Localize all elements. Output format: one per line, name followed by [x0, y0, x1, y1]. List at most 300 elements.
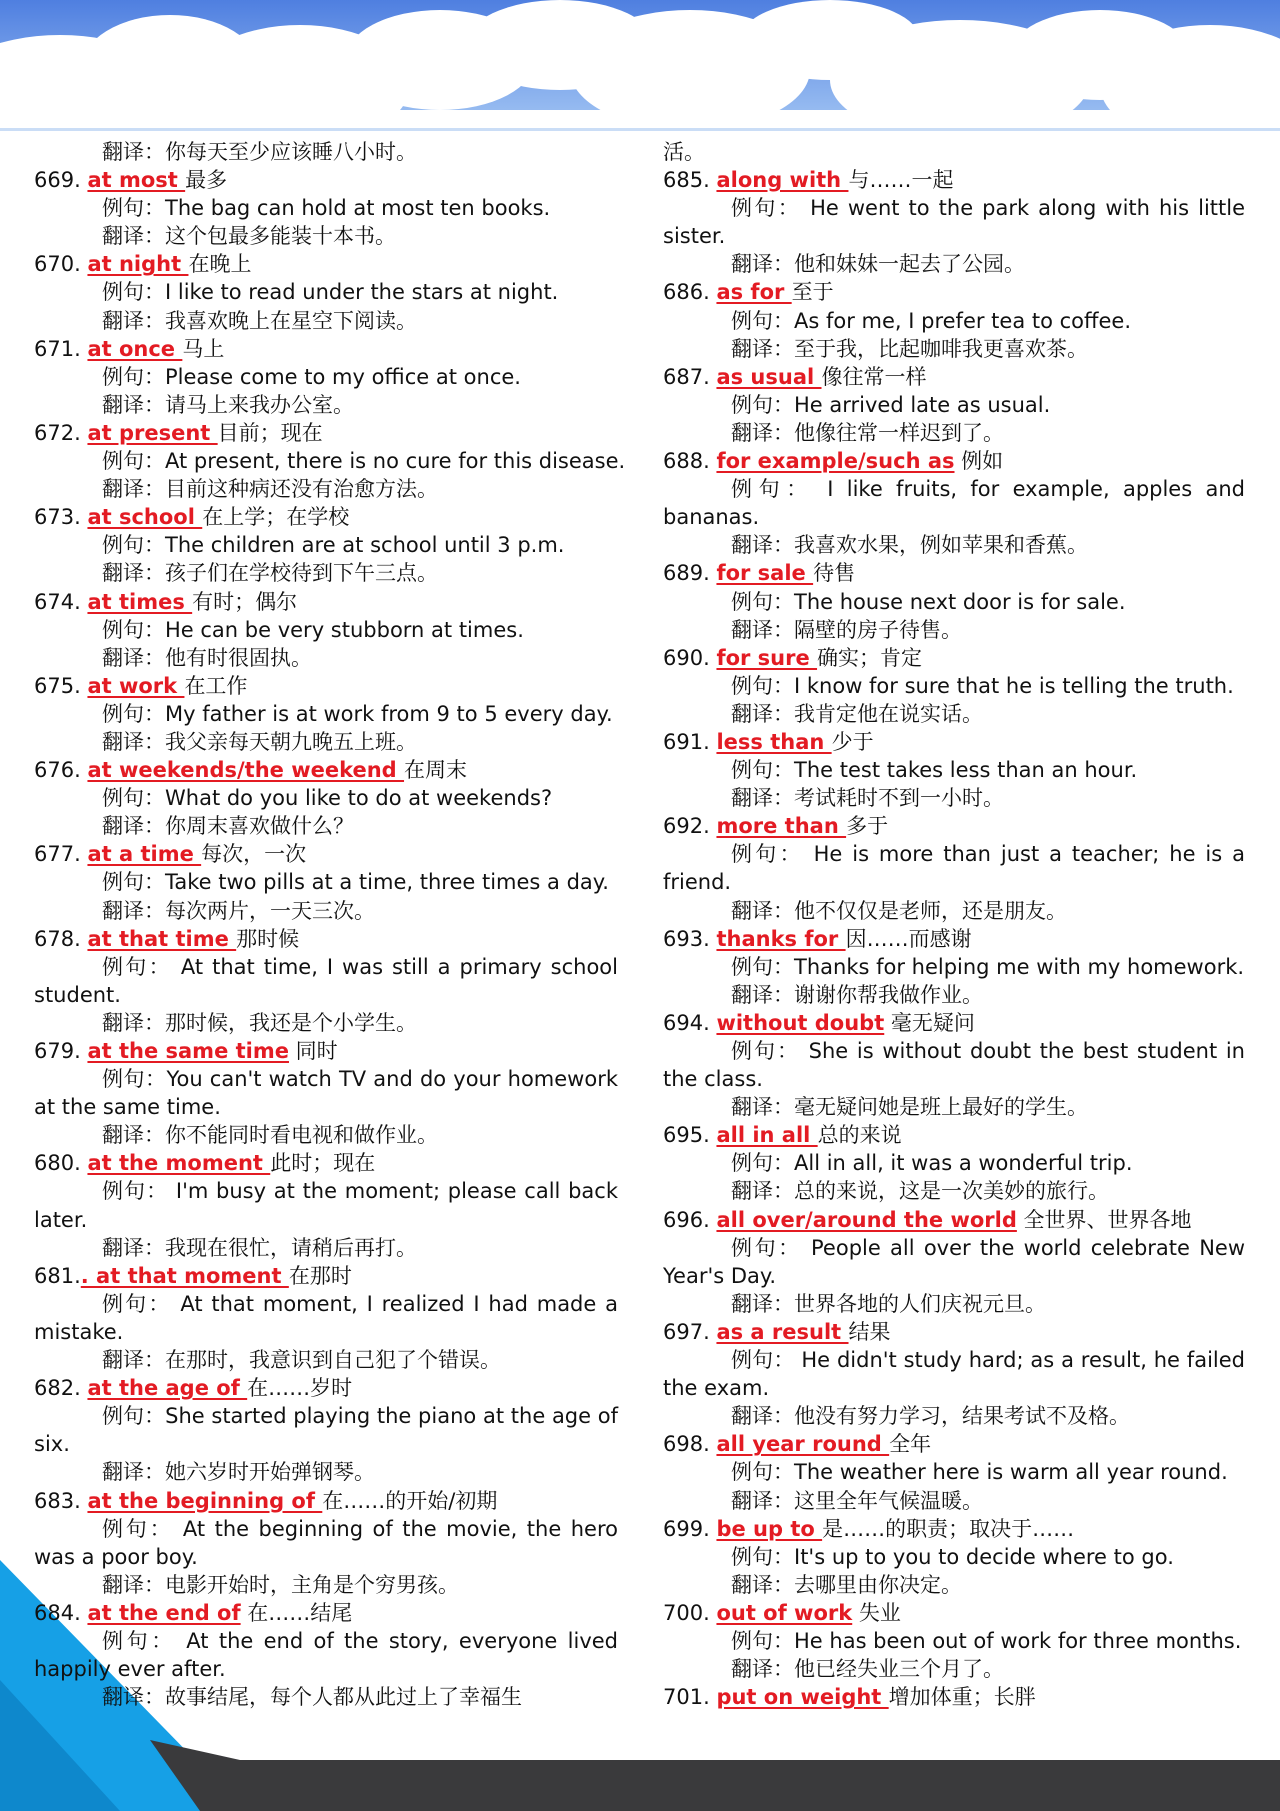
- example-label: 例句：: [731, 1460, 794, 1485]
- translation-line: [34, 391, 618, 419]
- example-label: 例句：: [731, 196, 802, 221]
- entry-number: 687.: [663, 364, 710, 389]
- phrase-meaning: 失业: [852, 1600, 901, 1625]
- example-label: 例句：: [102, 196, 165, 221]
- phrase-meaning: 全年: [889, 1432, 932, 1457]
- phrase-term: at the moment: [87, 1151, 271, 1176]
- phrase-meaning: 像往常一样: [821, 364, 927, 389]
- translation-label: 翻译：: [731, 701, 794, 726]
- example-label: 例句：: [102, 870, 165, 895]
- entry-number: 671.: [34, 336, 81, 361]
- example-label: 例句：: [102, 1067, 167, 1092]
- translation-label: 翻译：: [102, 1685, 165, 1710]
- phrase-term: less than: [716, 729, 832, 754]
- example-text: Thanks for helping me with my homework.: [794, 954, 1245, 979]
- entry-693: [663, 925, 1245, 953]
- phrase-meaning: 此时；现在: [270, 1151, 376, 1176]
- entry-number: 684.: [34, 1600, 81, 1625]
- example-text: He can be very stubborn at times.: [165, 617, 524, 642]
- entry-684: [34, 1599, 618, 1627]
- example-text: He has been out of work for three months.: [794, 1628, 1242, 1653]
- translation-label: 翻译：: [731, 982, 794, 1007]
- translation-text: 去哪里由你决定。: [794, 1572, 962, 1597]
- translation-label: 翻译：: [731, 1095, 794, 1120]
- example-label: 例句：: [731, 1348, 795, 1373]
- translation-line: [663, 419, 1245, 447]
- translation-label: 翻译：: [731, 1488, 794, 1513]
- phrase-term: as a result: [716, 1319, 849, 1344]
- translation-label: 翻译：: [102, 140, 165, 164]
- phrase-term: at that time: [87, 926, 237, 951]
- phrase-term: out of work: [716, 1600, 853, 1625]
- example-text: He didn't study hard; as a result, he failed: [801, 1348, 1245, 1373]
- example-text: I like to read under the stars at night.: [165, 280, 559, 305]
- translation-label: 翻译：: [102, 814, 165, 839]
- translation-text: 你每天至少应该睡八小时。: [165, 140, 417, 164]
- phrase-meaning: 每次，一次: [201, 842, 307, 867]
- translation-text: 考试耗时不到一小时。: [794, 786, 1004, 811]
- example-text: People all over the world celebrate New: [811, 1235, 1245, 1260]
- entry-697: [663, 1318, 1245, 1346]
- translation-line: [663, 250, 1245, 278]
- translation-text: 他像往常一样迟到了。: [794, 420, 1004, 445]
- example-text: She is without doubt the best student in: [808, 1039, 1245, 1063]
- phrase-meaning: 总的来说: [817, 1123, 902, 1148]
- translation-label: 翻译：: [731, 1179, 794, 1204]
- translation-label: 翻译：: [102, 561, 165, 586]
- example-text: The house next door is for sale.: [794, 589, 1126, 614]
- translation-text: 他没有努力学习，结果考试不及格。: [794, 1404, 1130, 1429]
- translation-text: 她六岁时开始弹钢琴。: [165, 1460, 375, 1485]
- entry-number: 697.: [663, 1319, 710, 1344]
- example-line: [34, 616, 618, 644]
- example-line: [34, 700, 618, 728]
- phrase-term: at weekends/the weekend: [87, 758, 405, 783]
- translation-line: [34, 1346, 618, 1374]
- example-line: [34, 1515, 618, 1543]
- translation-label: 翻译：: [731, 1572, 794, 1597]
- example-text: As for me, I prefer tea to coffee.: [794, 308, 1132, 333]
- example-label: 例句：: [731, 308, 794, 333]
- entry-699: [663, 1515, 1245, 1543]
- translation-label: 翻译：: [102, 898, 165, 923]
- phrase-meaning: 少于: [831, 729, 874, 754]
- entry-698: [663, 1430, 1245, 1458]
- phrase-meaning: 马上: [182, 336, 225, 361]
- example-line: [34, 1290, 618, 1318]
- entry-673: [34, 503, 618, 531]
- phrase-term: for example/such as: [716, 449, 955, 474]
- entry-number: 699.: [663, 1516, 710, 1541]
- translation-label: 翻译：: [102, 308, 165, 333]
- example-text: I'm busy at the moment; please call back: [175, 1179, 619, 1204]
- example-text: It's up to you to decide where to go.: [794, 1544, 1174, 1569]
- example-line: [663, 1037, 1245, 1065]
- example-label: 例句：: [102, 364, 165, 389]
- example-text: At present, there is no cure for this disease.: [165, 449, 626, 474]
- example-label: 例句：: [731, 673, 794, 698]
- entry-number: 688.: [663, 449, 710, 474]
- example-label: 例句：: [102, 701, 165, 726]
- entry-696: [663, 1206, 1245, 1234]
- phrase-meaning: 同时: [288, 1039, 338, 1063]
- entry-number: 694.: [663, 1010, 710, 1035]
- example-line: [34, 868, 618, 896]
- translation-line: [34, 812, 618, 840]
- entry-678: [34, 925, 618, 953]
- phrase-term: for sale: [716, 561, 814, 586]
- entry-674: [34, 588, 618, 616]
- entry-671: [34, 335, 618, 363]
- example-text: What do you like to do at weekends?: [165, 786, 553, 811]
- example-line: [34, 1627, 618, 1655]
- entry-number: 683.: [34, 1488, 81, 1513]
- example-label: 例句：: [731, 1151, 794, 1176]
- phrase-meaning: 因……而感谢: [845, 926, 972, 951]
- translation-line: [34, 1458, 618, 1486]
- entry-677: [34, 840, 618, 868]
- translation-text: 我喜欢水果，例如苹果和香蕉。: [794, 533, 1088, 558]
- translation-text: 你不能同时看电视和做作业。: [165, 1123, 438, 1148]
- example-line: [34, 278, 618, 306]
- entry-number: 675.: [34, 673, 81, 698]
- phrase-term: . at that moment: [80, 1263, 289, 1288]
- entry-680: [34, 1149, 618, 1177]
- phrase-term: as usual: [716, 364, 822, 389]
- phrase-term: along with: [716, 168, 849, 193]
- translation-text: 他和妹妹一起去了公园。: [794, 252, 1025, 277]
- phrase-term: at times: [87, 589, 193, 614]
- translation-text: 那时候，我还是个小学生。: [165, 1010, 417, 1035]
- example-line: [34, 531, 618, 559]
- entry-695: [663, 1121, 1245, 1149]
- translation-line: [663, 1487, 1245, 1515]
- phrase-term: at most: [87, 168, 186, 193]
- phrase-meaning: 是……的职责；取决于……: [822, 1516, 1075, 1541]
- translation-continuation: 活。: [663, 140, 705, 164]
- phrase-meaning: 在上学；在学校: [202, 505, 350, 530]
- example-line: [663, 953, 1245, 981]
- example-line: [663, 588, 1245, 616]
- example-text: The bag can hold at most ten books.: [165, 196, 551, 221]
- translation-line: [663, 1177, 1245, 1205]
- translation-line: [34, 222, 618, 250]
- translation-label: 翻译：: [731, 617, 794, 642]
- example-label: 例句：: [731, 842, 804, 867]
- phrase-term: at the end of: [87, 1600, 241, 1625]
- entry-number: 674.: [34, 589, 81, 614]
- translation-label: 翻译：: [102, 729, 165, 754]
- example-text: I like fruits, for example, apples and: [827, 477, 1245, 502]
- phrase-term: thanks for: [716, 926, 846, 951]
- phrase-term: put on weight: [716, 1685, 889, 1710]
- example-label: 例句：: [731, 1544, 794, 1569]
- entry-681: [34, 1262, 618, 1290]
- entry-number: 673.: [34, 505, 81, 530]
- translation-line: [663, 1290, 1245, 1318]
- example-continuation: friend.: [663, 870, 732, 895]
- entry-number: 693.: [663, 926, 710, 951]
- example-label: 例句：: [731, 1039, 800, 1063]
- translation-line: [34, 1121, 618, 1149]
- entry-number: 695.: [663, 1123, 710, 1148]
- example-text: The children are at school until 3 p.m.: [165, 533, 565, 558]
- translation-text: 目前这种病还没有治愈方法。: [165, 477, 438, 502]
- translation-line: [34, 307, 618, 335]
- translation-line: [34, 138, 618, 166]
- translation-label: 翻译：: [731, 252, 794, 277]
- translation-text: 这个包最多能装十本书。: [165, 224, 396, 249]
- translation-text: 我肯定他在说实话。: [794, 701, 983, 726]
- entry-number: 676.: [34, 758, 81, 783]
- translation-line: [34, 897, 618, 925]
- example-label: 例句：: [102, 1179, 169, 1204]
- example-continuation: the exam.: [663, 1376, 770, 1401]
- example-label: 例句：: [102, 280, 165, 305]
- example-continuation: sister.: [663, 224, 726, 249]
- translation-text: 我喜欢晚上在星空下阅读。: [165, 308, 417, 333]
- phrase-term: at a time: [87, 842, 202, 867]
- translation-line: [34, 1683, 618, 1711]
- translation-label: 翻译：: [102, 645, 165, 670]
- phrase-meaning: 在那时: [288, 1263, 352, 1288]
- entry-690: [663, 644, 1245, 672]
- entry-number: 698.: [663, 1432, 710, 1457]
- entry-number: 679.: [34, 1039, 81, 1063]
- example-line: [663, 1234, 1245, 1262]
- phrase-term: without doubt: [716, 1010, 885, 1035]
- example-label: 例句：: [102, 786, 165, 811]
- phrase-meaning: 增加体重；长胖: [888, 1685, 1036, 1710]
- translation-line: [663, 1655, 1245, 1683]
- phrase-meaning: 全世界、世界各地: [1016, 1207, 1192, 1232]
- example-text: The test takes less than an hour.: [794, 758, 1138, 783]
- example-line: [663, 756, 1245, 784]
- example-text: All in all, it was a wonderful trip.: [794, 1151, 1133, 1176]
- example-line: [34, 953, 618, 981]
- example-text: He arrived late as usual.: [794, 392, 1051, 417]
- entry-number: 696.: [663, 1207, 710, 1232]
- translation-line: [34, 644, 618, 672]
- phrase-term: for sure: [716, 645, 818, 670]
- phrase-meaning: 在……结尾: [240, 1600, 353, 1625]
- phrase-term: at night: [87, 252, 189, 277]
- example-label: 例句：: [731, 477, 814, 502]
- example-line: [34, 194, 618, 222]
- example-label: 例句：: [102, 1404, 166, 1429]
- example-label: 例句：: [731, 392, 794, 417]
- example-continuation: student.: [34, 982, 121, 1007]
- translation-line: [663, 531, 1245, 559]
- entry-676: [34, 756, 618, 784]
- translation-line: [663, 1402, 1245, 1430]
- translation-text: 我父亲每天朝九晚五上班。: [165, 729, 417, 754]
- translation-label: 翻译：: [102, 1235, 165, 1260]
- entry-688: [663, 447, 1245, 475]
- translation-line: [34, 1234, 618, 1262]
- translation-text: 至于我，比起咖啡我更喜欢茶。: [794, 336, 1088, 361]
- example-text: At that time, I was still a primary school: [180, 954, 618, 979]
- phrase-term: at the beginning of: [87, 1488, 323, 1513]
- translation-label: 翻译：: [102, 1460, 165, 1485]
- entry-692: [663, 812, 1245, 840]
- example-line: [34, 784, 618, 812]
- translation-text: 毫无疑问她是班上最好的学生。: [794, 1095, 1088, 1120]
- example-text: Please come to my office at once.: [165, 364, 521, 389]
- example-label: 例句：: [102, 449, 165, 474]
- translation-text: 电影开始时，主角是个穷男孩。: [165, 1572, 459, 1597]
- entry-number: 689.: [663, 561, 710, 586]
- entry-701: [663, 1683, 1245, 1711]
- translation-label: 翻译：: [731, 533, 794, 558]
- translation-line: [663, 1093, 1245, 1121]
- entry-number: 691.: [663, 729, 710, 754]
- phrase-term: as for: [716, 280, 792, 305]
- example-text: She started playing the piano at the age of: [165, 1404, 619, 1429]
- entry-number: 682.: [34, 1376, 81, 1401]
- translation-label: 翻译：: [102, 1123, 165, 1148]
- phrase-meaning: 在……的开始/初期: [322, 1488, 498, 1513]
- translation-text: 故事结尾，每个人都从此过上了幸福生: [165, 1685, 522, 1710]
- phrase-term: more than: [716, 814, 847, 839]
- translation-text: 隔壁的房子待售。: [794, 617, 962, 642]
- translation-label: 翻译：: [102, 1010, 165, 1035]
- entry-675: [34, 672, 618, 700]
- entry-number: 692.: [663, 814, 710, 839]
- example-line: [663, 475, 1245, 503]
- translation-label: 翻译：: [731, 1404, 794, 1429]
- example-line: [34, 447, 626, 475]
- translation-label: 翻译：: [102, 477, 165, 502]
- phrase-term: at the same time: [87, 1039, 289, 1063]
- example-continuation: was a poor boy.: [34, 1544, 198, 1569]
- example-label: 例句：: [102, 533, 165, 558]
- phrase-term: all in all: [716, 1123, 818, 1148]
- header-sky-clouds: [0, 0, 1280, 140]
- example-label: 例句：: [102, 617, 165, 642]
- translation-text: 你周末喜欢做什么？: [165, 814, 354, 839]
- example-line: [34, 1402, 618, 1430]
- entry-number: 677.: [34, 842, 81, 867]
- entry-number: 672.: [34, 420, 81, 445]
- phrase-meaning: 在……岁时: [247, 1376, 353, 1401]
- entry-691: [663, 728, 1245, 756]
- phrase-meaning: 在工作: [184, 673, 248, 698]
- example-label: 例句：: [731, 954, 794, 979]
- phrase-term: at once: [87, 336, 183, 361]
- phrase-meaning: 目前；现在: [217, 420, 323, 445]
- example-text: At the end of the story, everyone lived: [186, 1628, 619, 1653]
- translation-line: [663, 700, 1245, 728]
- phrase-meaning: 有时；偶尔: [192, 589, 298, 614]
- example-line: [663, 1346, 1245, 1374]
- entry-number: 686.: [663, 280, 710, 305]
- example-line: [34, 1065, 618, 1093]
- phrase-term: at the age of: [87, 1376, 248, 1401]
- example-label: 例句：: [102, 1291, 172, 1316]
- example-line: [663, 672, 1245, 700]
- entry-number: 680.: [34, 1151, 81, 1176]
- example-text: The weather here is warm all year round.: [794, 1460, 1228, 1485]
- entry-694: [663, 1009, 1245, 1037]
- entry-700: [663, 1599, 1245, 1627]
- phrase-meaning: 毫无疑问: [884, 1010, 975, 1035]
- translation-label: 翻译：: [731, 420, 794, 445]
- entry-number: 681.: [34, 1263, 81, 1288]
- entry-number: 670.: [34, 252, 81, 277]
- phrase-term: at work: [87, 673, 185, 698]
- entry-669: [34, 166, 618, 194]
- example-line: [34, 1177, 618, 1205]
- example-line: [663, 307, 1245, 335]
- translation-line: [34, 1571, 618, 1599]
- example-text: Take two pills at a time, three times a day.: [165, 870, 609, 895]
- translation-label: 翻译：: [731, 1657, 794, 1682]
- phrase-meaning: 确实；肯定: [817, 645, 923, 670]
- entry-689: [663, 559, 1245, 587]
- example-continuation: later.: [34, 1207, 88, 1232]
- entry-670: [34, 250, 618, 278]
- translation-text: 在那时，我意识到自己犯了个错误。: [165, 1348, 501, 1373]
- translation-text: 每次两片，一天三次。: [165, 898, 375, 923]
- translation-line: [34, 475, 618, 503]
- phrase-meaning: 多于: [846, 814, 889, 839]
- example-continuation: Year's Day.: [663, 1263, 776, 1288]
- example-line: [663, 840, 1245, 868]
- entry-683: [34, 1487, 618, 1515]
- example-label: 例句：: [731, 1628, 794, 1653]
- example-continuation: at the same time.: [34, 1095, 221, 1120]
- translation-label: 翻译：: [102, 224, 165, 249]
- translation-label: 翻译：: [102, 1572, 165, 1597]
- phrase-term: be up to: [716, 1516, 823, 1541]
- entry-672: [34, 419, 618, 447]
- example-label: 例句：: [731, 1235, 802, 1260]
- translation-label: 翻译：: [731, 786, 794, 811]
- example-text: At the beginning of the movie, the hero: [182, 1516, 618, 1541]
- example-line: [663, 1543, 1245, 1571]
- translation-text: 他不仅仅是老师，还是朋友。: [794, 898, 1067, 923]
- phrase-term: all over/around the world: [716, 1207, 1017, 1232]
- example-label: 例句：: [731, 589, 794, 614]
- entry-number: 669.: [34, 168, 81, 193]
- example-line: [34, 363, 618, 391]
- example-line: [663, 1149, 1245, 1177]
- example-continuation: the class.: [663, 1067, 763, 1092]
- translation-label: 翻译：: [731, 898, 794, 923]
- example-text: I know for sure that he is telling the truth.: [794, 673, 1234, 698]
- phrase-term: at school: [87, 505, 203, 530]
- example-line: [663, 194, 1245, 222]
- example-label: 例句：: [102, 1516, 174, 1541]
- phrase-meaning: 例如: [954, 449, 1004, 474]
- example-label: 例句：: [102, 1628, 176, 1653]
- phrase-meaning: 在晚上: [188, 252, 252, 277]
- translation-line: [663, 981, 1245, 1009]
- translation-text: 总的来说，这是一次美妙的旅行。: [794, 1179, 1109, 1204]
- left-column: [34, 138, 626, 1711]
- phrase-meaning: 待售: [813, 561, 856, 586]
- example-text: You can't watch TV and do your homework: [166, 1067, 619, 1092]
- example-text: My father is at work from 9 to 5 every day.: [165, 701, 613, 726]
- translation-line: [663, 616, 1245, 644]
- entry-number: 685.: [663, 168, 710, 193]
- right-column: [663, 138, 1245, 1711]
- translation-text: 谢谢你帮我做作业。: [794, 982, 983, 1007]
- phrase-term: all year round: [716, 1432, 890, 1457]
- translation-line: [34, 1009, 618, 1037]
- phrase-meaning: 那时候: [236, 926, 300, 951]
